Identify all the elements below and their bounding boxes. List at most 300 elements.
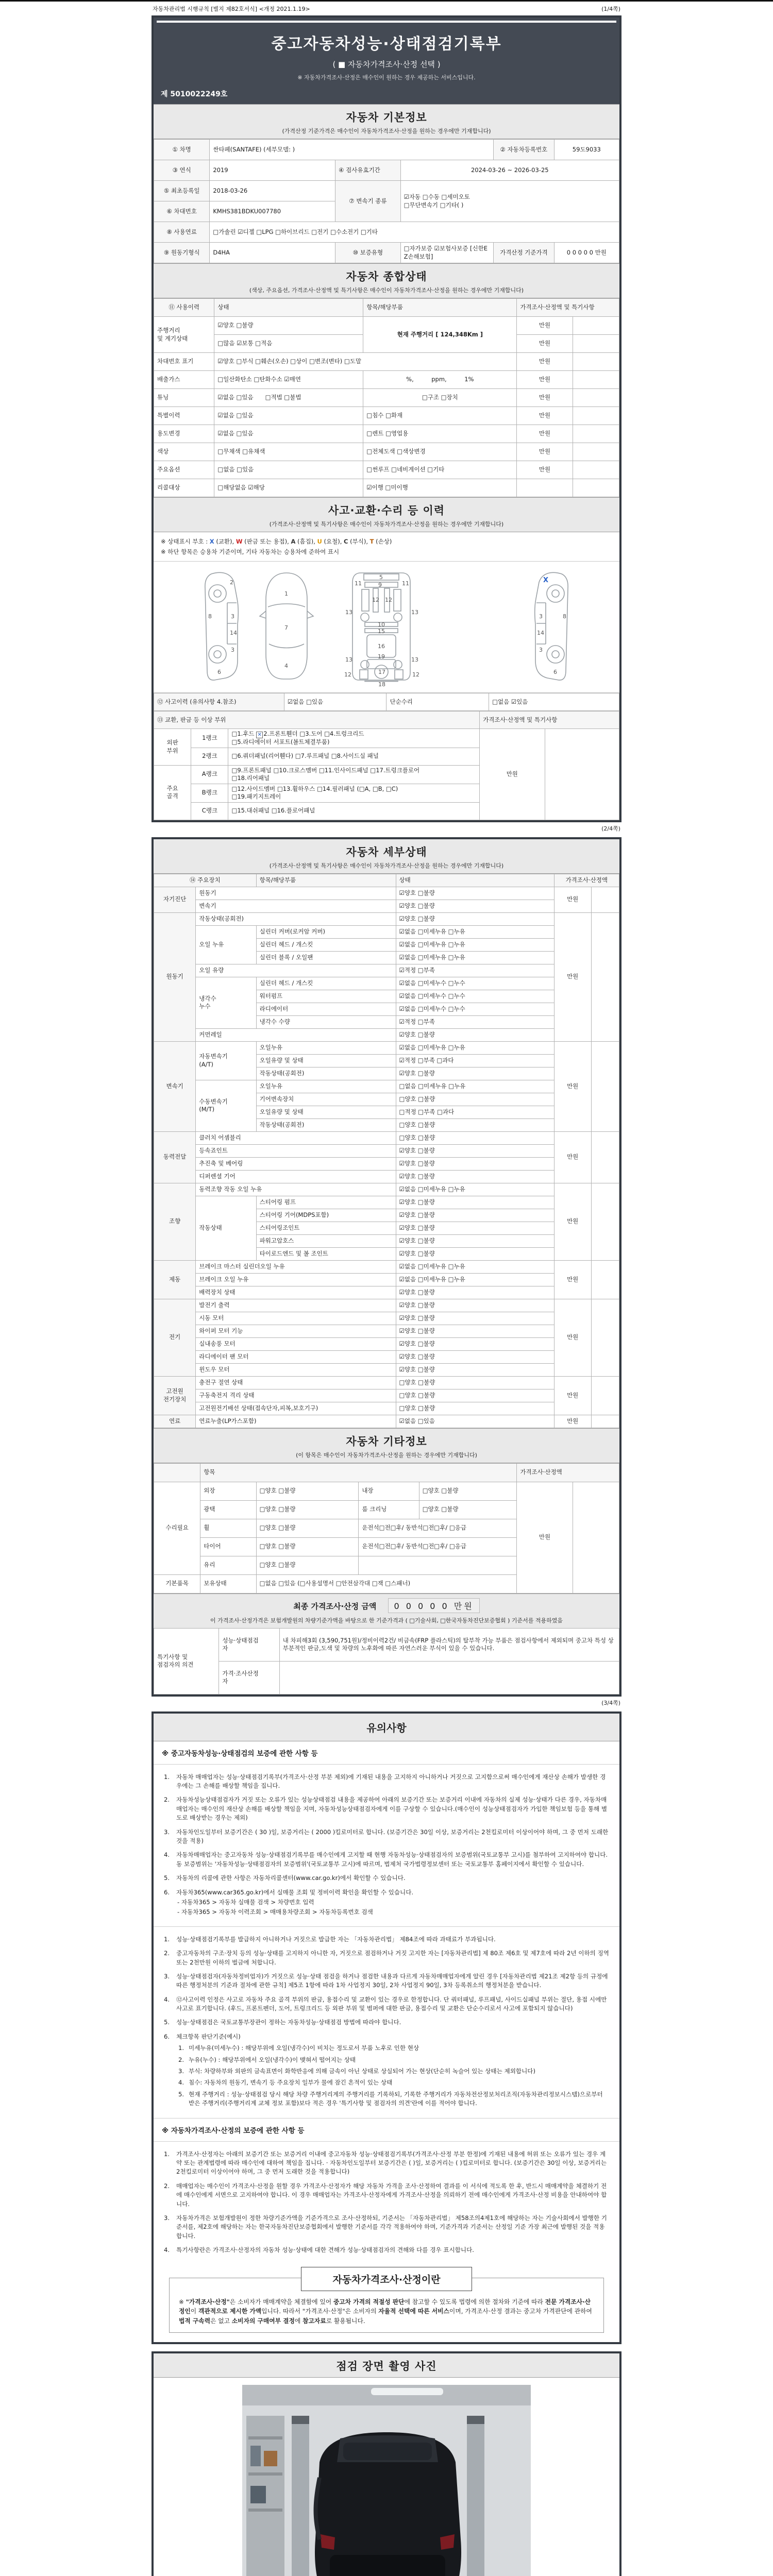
table-row — [154, 964, 619, 977]
cell: 주요 골격 — [154, 765, 191, 820]
checkbox-cell[interactable]: □자가보증 ☑보험사보증 [신한EZ손해보험] — [400, 243, 494, 263]
cell: 만원 — [554, 1041, 591, 1131]
panel-label: 1 — [284, 590, 288, 598]
cell: 오일 유량 — [196, 964, 396, 977]
notice-frame — [152, 1711, 621, 2344]
notice-item: 5. 자동차의 리콜에 관한 사항은 자동차리콜센터(www.car.go.kr)에서 확인할 수 있습니다. — [164, 1874, 406, 1882]
checkbox-cell[interactable]: ☑양호 □불량 — [396, 1350, 554, 1363]
checkbox-cell[interactable]: ☑양호 □불량 — [396, 1299, 554, 1312]
car-diagram — [154, 562, 619, 693]
cell: 브레이크 오일 누유 — [196, 1273, 396, 1286]
cell — [573, 317, 619, 335]
checkbox-cell[interactable]: ☑양호 □불량 — [396, 912, 554, 925]
table-row — [154, 140, 619, 160]
checkbox-cell[interactable]: ☑없음 □미세누유 □누유 — [396, 1273, 554, 1286]
cell: ⑩ 보증유형 — [335, 243, 400, 263]
checkbox-cell[interactable]: ☑자동 □수동 □세미오토 □무단변속기 □기타( ) — [400, 181, 619, 222]
table-row — [154, 874, 619, 887]
inspection-photo-image — [242, 2385, 531, 2576]
cell: 만원 — [517, 389, 573, 407]
table-row — [154, 1183, 619, 1196]
checkbox-cell[interactable]: ☑없음 □미세누유 □누유 — [396, 1041, 554, 1054]
panel-label: 12 — [372, 597, 379, 604]
document-column — [152, 2, 621, 2576]
cell: 변속기 — [154, 1041, 196, 1131]
cell — [573, 371, 619, 389]
cell: 색상 — [154, 443, 214, 461]
cell: 1랭크 — [191, 729, 228, 748]
checkbox-cell[interactable]: □1.후드 ✕ 2.프론트휀더 □3.도어 □4.트렁크리드 □5.라디에이터 서포트(볼트체결부품) — [228, 729, 480, 748]
checkbox-cell[interactable]: □양호 □불량 — [396, 1376, 554, 1389]
cell: 만원 — [554, 1299, 591, 1376]
checkbox-cell[interactable]: □없음 □있음 — [214, 461, 363, 479]
cell — [591, 1041, 619, 1131]
cell — [573, 407, 619, 425]
checkbox-cell[interactable]: ☑없음 □미세누수 □누수 — [396, 977, 554, 990]
table-row — [154, 479, 619, 497]
table-row — [154, 1041, 619, 1054]
checkbox-cell[interactable]: □해당없음 ☑해당 — [214, 479, 363, 497]
checkbox-cell[interactable]: ☑양호 □불량 — [396, 1247, 554, 1260]
checkbox-cell[interactable]: ☑없음 □미세누유 □누유 — [396, 951, 554, 964]
cell: ③ 연식 — [154, 160, 210, 181]
notice-item: 3. 자동차가격은 보험개발원이 정한 차량기준가액을 기준가격으로 조사·산정하되, 기준서는 「자동차관리법」 제58조의4제1호에 해당하는 자는 기술사회에서 발행한 기준서를, 제2호에 해당하는 자는 한국자동차진단보증협회에서 발행한 기준서를 각각 적용하여야 하며, 기준가격과 기준서는 산정일 기준 가장 최근에 발행된 것을 적용합니다. — [164, 2214, 607, 2240]
cell — [279, 1661, 619, 1694]
cell — [573, 461, 619, 479]
cell: 와이퍼 모터 기능 — [196, 1325, 396, 1337]
panel-label: 18 — [378, 681, 385, 688]
notice-item: 3. 자동차인도일부터 보증기간은 ( 30 )일, 보증거리는 ( 2000 )킬로미터로 합니다. (보증기간은 30일 이상, 보증거리는 2천킬로미터 이상이어야 하며, 그 중 먼저 도래한 것을 적용) — [164, 1828, 609, 1845]
legend-part: ※ 상태표시 부호 : — [161, 538, 210, 545]
cell: ④ 검사유효기간 — [335, 160, 400, 181]
cell: 항목/해당부품 — [363, 299, 517, 317]
checkbox-cell[interactable]: ☑양호 □불량 — [396, 1234, 554, 1247]
cell: 커먼레일 — [196, 1028, 396, 1041]
cell — [591, 1299, 619, 1376]
cell: 2019 — [210, 160, 335, 181]
checkbox-cell[interactable]: ☑양호 □불량 — [396, 1157, 554, 1170]
table-row — [154, 1376, 619, 1389]
legend-part: U — [317, 538, 322, 545]
table-row — [154, 425, 619, 443]
checkbox-cell[interactable]: □양호 □불량 — [396, 1118, 554, 1131]
cell: 동력조향 작동 오일 누유 — [196, 1183, 396, 1196]
checkbox-cell[interactable]: □양호 □불량 — [396, 1131, 554, 1144]
cell: 배력장치 상태 — [196, 1286, 396, 1299]
cell: 만원 — [517, 461, 573, 479]
cell: 만원 — [554, 1376, 591, 1415]
cell: 만원 — [517, 317, 573, 335]
table-row — [154, 353, 619, 371]
notice-title: 유의사항 — [154, 1714, 619, 1741]
cell: 라디에이터 — [256, 1003, 396, 1015]
cell: 가격산정 기준가격 — [494, 243, 554, 263]
checkbox-cell[interactable]: □6.쿼더패널(리어휀다) □7.루프패널 □8.사이드실 패널 — [228, 748, 480, 765]
checkbox-cell[interactable]: □양호 □불량 — [256, 1537, 359, 1556]
cell — [545, 729, 619, 820]
cell: 워터펌프 — [256, 990, 396, 1003]
etc-subtitle: (이 항목은 매수인이 자동차가격조사·산정을 원하는 경우에만 기재합니다) — [296, 1451, 477, 1459]
checkbox-cell[interactable]: □15.대쉬패널 □16.플로어패널 — [228, 802, 480, 820]
checkbox-cell[interactable]: ☑양호 □불량 — [396, 1312, 554, 1325]
panel-label: 13 — [411, 656, 418, 664]
checkbox-cell[interactable]: ☑없음 □미세누유 □누유 — [396, 925, 554, 938]
panel-label: 12 — [385, 597, 392, 604]
cell: 싼타페(SANTAFE) (세부모델: ) — [210, 140, 494, 160]
cell: 성능·상태점검 자 — [219, 1628, 279, 1661]
cell: 오일누유 — [256, 1041, 396, 1054]
cell: 주요옵션 — [154, 461, 214, 479]
checkbox-cell[interactable]: □양호 □불량 — [256, 1500, 359, 1519]
detail-title: 자동차 세부상태 — [346, 845, 427, 858]
cell: 파워고압호스 — [256, 1234, 396, 1247]
cell: 상태 — [396, 874, 554, 887]
notice-list-3 — [154, 2142, 619, 2262]
cell: 스티어링 펌프 — [256, 1196, 396, 1209]
table-row — [154, 1415, 619, 1428]
notice-item: 2. 자동차성능상태점검자가 거짓 또는 오류가 있는 성능상태점검 내용을 제공하여 아래의 보증기간 또는 보증거리 이내에 자동차의 실제 성능·상태가 다른 경우, 자동차매매업자는 매수인의 재산상 손해를 배상할 책임을 지며, 자동차성능상태점검자에게 이를 구상할 수 있습니다.(매수인이 성능상태점검자가 가입한 책임보험 등을 통해 별도로 배상받는 경우는 제외) — [164, 1796, 608, 1822]
checkbox-cell[interactable]: □렌트 □영업용 — [363, 425, 517, 443]
checkbox-cell[interactable]: ☑양호 □불량 — [396, 1196, 554, 1209]
cell: 외판 부위 — [154, 729, 191, 766]
notice-item: 1. 성능·상태점검기록부를 발급하지 아니하거나 거짓으로 발급한 자는 「자동차관리법」 제84조에 따라 과태료가 부과됩니다. — [164, 1935, 496, 1943]
price-definition-box — [169, 2274, 604, 2333]
photo-title: 점검 장면 촬영 사진 — [336, 2360, 437, 2373]
cell: 오일 누유 — [196, 925, 256, 964]
panel-label: 12 — [344, 671, 351, 679]
cell: 내장 — [359, 1482, 419, 1500]
checkbox-cell[interactable]: ☑없음 □있음 — [214, 407, 363, 425]
cell — [154, 1463, 200, 1482]
checkbox-cell[interactable]: ☑없음 □미세누수 □누수 — [396, 990, 554, 1003]
legend-part: (요철), — [322, 538, 344, 545]
opinion-table — [154, 1628, 619, 1694]
checkbox-cell[interactable]: ☑없음 □미세누유 □누유 — [396, 1260, 554, 1273]
cell: 고전원전기배선 상태(접속단자,피복,보호기구) — [196, 1402, 396, 1415]
panel-label: 3 — [539, 613, 543, 620]
panel-label: 14 — [537, 630, 544, 637]
cell: 브레이크 마스터 실린더오일 누유 — [196, 1260, 396, 1273]
checkbox-cell[interactable]: □가솔린 ☑디젤 □LPG □하이브리드 □전기 □수소전기 □기타 — [210, 222, 619, 243]
cell: 클러치 어셈블리 — [196, 1131, 396, 1144]
cell: 가격조사·산정액 및 특기사항 — [517, 299, 619, 317]
photo-frame — [152, 2351, 621, 2576]
notice-item: 4. 특기사항란은 가격조사·산정자의 자동차 성능·상태에 대한 견해가 성능·상태점검자의 견해와 다를 경우 표시합니다. — [164, 2246, 474, 2254]
accident-history-table — [154, 693, 619, 711]
cell: 타이어 — [200, 1537, 256, 1556]
table-row — [154, 181, 619, 201]
checkbox-cell[interactable]: □없음 ☑있음 — [489, 693, 619, 711]
table-row — [154, 407, 619, 425]
cell: 수리필요 — [154, 1482, 200, 1574]
legend-part: (부식), — [348, 538, 370, 545]
checkbox-cell[interactable]: ☑없음 □미세누수 □누수 — [396, 1003, 554, 1015]
panel-label: 11 — [355, 580, 362, 587]
checkbox-cell[interactable]: ☑이행 □미이행 — [363, 479, 517, 497]
checkbox-cell[interactable]: ☑없음 □미세누유 □누유 — [396, 938, 554, 951]
checkbox-cell[interactable]: ☑양호 □불량 — [396, 1170, 554, 1183]
checkbox-cell[interactable]: ☑양호 □불량 — [214, 317, 363, 335]
etc-table — [154, 1463, 619, 1594]
table-row — [154, 1157, 619, 1170]
cell: 룸 크리닝 — [359, 1500, 419, 1519]
panel-label: 6 — [553, 669, 557, 676]
cell: 작동상태(공회전) — [196, 912, 396, 925]
checkbox-cell[interactable]: ☑양호 □불량 — [396, 1144, 554, 1157]
cell — [591, 1260, 619, 1299]
table-row — [154, 711, 619, 729]
cell: 만원 — [517, 407, 573, 425]
cell: 가격조사·산정액 — [554, 874, 619, 887]
table-row — [154, 1028, 619, 1041]
table-row — [154, 1363, 619, 1376]
checkbox-cell[interactable]: ☑적정 □부족 □과다 — [396, 1054, 554, 1067]
cell: 가격조사·산정액 및 특기사항 — [480, 711, 619, 729]
table-row — [154, 1350, 619, 1363]
cell: 제동 — [154, 1260, 196, 1299]
checkbox-cell[interactable]: ☑없음 □미세누유 □누유 — [396, 1183, 554, 1196]
etc-band — [154, 1428, 619, 1463]
table-row — [154, 443, 619, 461]
table-row — [154, 1144, 619, 1157]
cell: 용도변경 — [154, 425, 214, 443]
cell: 실린더 커버(로커암 커버) — [256, 925, 396, 938]
cell: 변속기 — [196, 900, 396, 912]
table-row — [154, 299, 619, 317]
cell: 전기 — [154, 1299, 196, 1376]
panel-label: 2 — [230, 579, 233, 586]
form-meta — [152, 2, 621, 15]
cell: 특기사항 및 점검자의 의견 — [154, 1628, 219, 1694]
panel-label: 16 — [378, 643, 385, 650]
checkbox-cell[interactable]: □양호 □불량 — [419, 1500, 517, 1519]
cell: 조향 — [154, 1183, 196, 1260]
cell: 원동기 — [154, 912, 196, 1041]
legend-codes — [161, 537, 612, 547]
notice-item: 2. 중고자동차의 구조·장치 등의 성능·상태를 고지하지 아니한 자, 거짓으로 점검하거나 거짓 고지한 자는 [자동차관리법] 제 80조 제6호 및 제7호에 따라 2년 이하의 징역 또는 2천만원 이하의 벌금에 처합니다. — [164, 1950, 609, 1966]
checkbox-cell[interactable]: □양호 □불량 — [396, 1093, 554, 1106]
checkbox-cell[interactable]: □양호 □불량 — [419, 1482, 517, 1500]
checkbox-cell[interactable]: □많음 ☑보통 □적음 — [214, 335, 363, 353]
checkbox-cell[interactable]: □양호 □불량 — [396, 1389, 554, 1402]
detail-table — [154, 874, 619, 1428]
checkbox-cell[interactable]: ☑없음 □있음 — [396, 1415, 554, 1428]
checkbox-cell[interactable]: ☑양호 □불량 — [396, 1222, 554, 1234]
document-header — [154, 18, 619, 104]
cell: A랭크 — [191, 765, 228, 784]
cell: 만원 — [554, 887, 591, 912]
cell: 튜닝 — [154, 389, 214, 407]
checkbox-cell[interactable]: ☑양호 □불량 — [396, 1067, 554, 1080]
panel-label: 3 — [231, 647, 234, 654]
cell — [591, 912, 619, 1041]
checkbox-cell[interactable]: □전체도색 □색상변경 — [363, 443, 517, 461]
cell: 실린더 헤드 / 개스킷 — [256, 977, 396, 990]
checkbox-cell[interactable]: □양호 □불량 — [396, 1402, 554, 1415]
legend-part: A — [291, 538, 296, 545]
table-row — [154, 1312, 619, 1325]
checkbox-cell[interactable]: □없음 □미세누유 □누유 — [396, 1080, 554, 1093]
checkbox-cell[interactable]: ☑양호 □불량 — [396, 887, 554, 900]
legend-part: W — [236, 538, 243, 545]
table-row — [154, 900, 619, 912]
cell: 항목 — [200, 1463, 517, 1482]
checkbox-cell[interactable]: □12.사이드멤버 □13.휠하우스 □14.필러패널 (□A, □B, □C) □19.패키지트레이 — [228, 784, 480, 802]
cell: 만원 — [554, 1131, 591, 1183]
cell: 만원 — [517, 1482, 573, 1593]
checkbox-cell[interactable]: □적정 □부족 □과다 — [396, 1106, 554, 1118]
table-row — [154, 1337, 619, 1350]
table-row — [154, 160, 619, 181]
table-row — [154, 389, 619, 407]
etc-title: 자동차 기타정보 — [346, 1435, 427, 1448]
cell: 스티어링조인트 — [256, 1222, 396, 1234]
cell: 라디에이터 팬 모터 — [196, 1350, 396, 1363]
checkbox-cell[interactable]: □양호 □불량 — [256, 1482, 359, 1500]
checkbox-cell[interactable]: ☑없음 □있음 — [214, 425, 363, 443]
cell: 기어변속장치 — [256, 1093, 396, 1106]
accident-title: 사고·교환·수리 등 이력 — [328, 504, 445, 517]
cell: 가격조사·산정액 — [517, 1463, 619, 1482]
panel-label: 12 — [412, 671, 419, 679]
panel-label: 14 — [230, 630, 237, 637]
cell: ② 자동차등록번호 — [494, 140, 554, 160]
cell: 특별이력 — [154, 407, 214, 425]
table-row — [154, 371, 619, 389]
checkbox-cell[interactable]: ☑양호 □불량 — [396, 1286, 554, 1299]
cell — [591, 887, 619, 912]
table-row — [154, 1402, 619, 1415]
cell: 오일유량 및 상태 — [256, 1106, 396, 1118]
cell — [573, 335, 619, 353]
checkbox-cell[interactable]: ☑양호 □불량 — [396, 1028, 554, 1041]
panel-label: 13 — [345, 609, 352, 616]
cell — [359, 1556, 517, 1574]
cell: 작동상태(공회전) — [256, 1118, 396, 1131]
checkbox-cell[interactable]: □무채색 □유채색 — [214, 443, 363, 461]
checkbox-cell[interactable]: □9.프론트패널 □10.크로스멤버 □11.인사이드패널 □17.트렁크플로어 □18.리어패널 — [228, 765, 480, 784]
cell: 냉각수 수량 — [256, 1015, 396, 1028]
panel-label: 17 — [378, 669, 385, 676]
overall-band — [154, 263, 619, 298]
cell: ⑬ 교환, 판금 등 이상 부위 — [154, 711, 480, 729]
checkbox-cell[interactable]: ☑적정 □부족 — [396, 964, 554, 977]
cell: 디퍼렌셜 기어 — [196, 1170, 396, 1183]
legend-part: X — [209, 538, 214, 545]
cell: 고전원 전기장치 — [154, 1376, 196, 1415]
panel-label: 8 — [208, 613, 212, 620]
final-price-label: 최종 가격조사·산정 금액 — [293, 1601, 377, 1611]
table-row — [154, 693, 619, 711]
cell: 보유상태 — [200, 1574, 256, 1593]
cell: 기본품목 — [154, 1574, 200, 1593]
page2-frame — [152, 837, 621, 1697]
checkbox-cell[interactable]: □없음 □있음 (□사용설명서 □안전삼각대 □잭 □스패너) — [256, 1574, 517, 1593]
checkbox-cell[interactable]: ☑양호 □불량 — [396, 1363, 554, 1376]
final-price-row — [154, 1594, 619, 1628]
notice-item: 3. 성능·상태점검자(자동차정비업자)가 거짓으로 성능·상태 점검을 하거나 점검한 내용과 다르게 자동차매매업자에게 알린 경우 [자동차관리법 제21조 제2항 등의 규정에 따른 행정처분의 기준과 절차에 관한 규칙] 제5조 1항에 따라 1차 사업정지 30일, 2차 사업정지 90일, 3차 등록취소의 행정처분을 받습니다. — [164, 1972, 608, 1989]
cell: 윈도우 모터 — [196, 1363, 396, 1376]
checkbox-cell[interactable]: □양호 □불량 — [256, 1556, 359, 1574]
cell: 연료 — [154, 1415, 196, 1428]
cell: 실린더 헤드 / 개스킷 — [256, 938, 396, 951]
checkbox-cell[interactable]: ☑없음 □있음 □적법 □불법 — [214, 389, 363, 407]
panel-label: 3 — [539, 647, 543, 654]
document-note: ※ 자동차가격조사·산정은 매수인이 원하는 경우 제공하는 서비스입니다. — [297, 74, 476, 81]
panel-label: 5 — [379, 574, 383, 581]
cell — [573, 479, 619, 497]
notice-item: 6. 체크항목 판단기준(예시) 1. 미세누유(미세누수) : 해당부위에 오일(냉각수)이 비치는 정도로서 부품 노후로 인한 현상 2. 누유(누수) : 해당부위에서 오일(냉각수)이 맺혀서 떨어지는 상태 3. 부식: 차량하부와 외판의 금속표면이 화학반응에 의해 금속이 아닌 상태로 상실되어 가는 현상(단순히 녹슬어 있는 상태는 제외합니다) 4. 침수: 자동차의 원동기, 변속기 등 주요장치 일부가 물에 잠긴 흔적이 있는 상태 5. 현재 주행거리 : 성능·상태점검 당시 해당 차량 주행거리계의 주행거리를 기록하되, 기록한 주행거리가 자동차전산정보처리조직(자동차관리정보시스템)으로부터 받은 주행거리(주행거리계 교체 정보 포함)보다 적은 경우 '특기사항 및 점검자의 의견'란에 이를 적어야 합니다. — [164, 2032, 603, 2107]
cell — [573, 425, 619, 443]
checkbox-cell[interactable]: ☑적정 □부족 — [396, 1015, 554, 1028]
cell: 오일유량 및 상태 — [256, 1054, 396, 1067]
checkbox-cell[interactable]: ☑양호 □불량 — [396, 1209, 554, 1222]
cell: 0 0 0 0 0 만원 — [554, 243, 619, 263]
panel-label: 3 — [231, 613, 234, 620]
panel-label: 9 — [378, 582, 382, 589]
price-definition-title: 자동차가격조사·산정이란 — [301, 2267, 472, 2291]
table-row — [154, 243, 619, 263]
cell: 자기진단 — [154, 887, 196, 912]
checkbox-cell[interactable]: ☑양호 □불량 — [396, 900, 554, 912]
checkbox-cell[interactable]: 운전석□전□후/ 동반석□전□후/ □응급 — [359, 1519, 517, 1537]
checkbox-cell[interactable]: □썬루프 □네비게이션 □기타 — [363, 461, 517, 479]
cell: ⑫ 사고이력 (유의사항 4.참조) — [154, 693, 284, 711]
notice-subheader-2: ※ 자동차가격조사·산정의 보증에 관한 사항 등 — [154, 2118, 619, 2142]
cell: 추진축 및 베어링 — [196, 1157, 396, 1170]
cell: 2024-03-26 ~ 2026-03-25 — [400, 160, 619, 181]
cell: 휠 — [200, 1519, 256, 1537]
overall-title: 자동차 종합상태 — [346, 270, 427, 283]
inspection-photo — [154, 2378, 619, 2576]
cell — [591, 1376, 619, 1415]
header-divider — [157, 21, 616, 23]
cell: 만원 — [554, 912, 591, 1041]
notice-item: 1. 자동차 매매업자는 성능·상태점검기록부(가격조사·산정 부분 제외)에 기재된 내용을 고지하지 아니하거나 거짓으로 고지함으로써 매수인에게 재산상 손해가 발생한 경우에는 그 손해를 배상할 책임을 집니다. — [164, 1773, 606, 1790]
price-definition-body: ※ "가격조사·산정"은 소비자가 매매계약을 체결함에 있어 중고차 가격의 적절성 판단에 참고할 수 있도록 법령에 의한 절차와 기준에 따라 전문 가격조사·산정인이 객관적으로 제시한 가액입니다. 따라서 "가격조사·산정"은 소비자의 자율적 선택에 따른 서비스이며, 가격조사·산정 결과는 중고차 가격판단에 관하여 법적 구속력은 없고 소비자의 구매여부 결정에 참고자료로 활용됩니다. — [179, 2298, 592, 2325]
checkbox-cell[interactable]: ☑없음 □있음 — [284, 693, 386, 711]
table-row — [154, 1463, 619, 1482]
checkbox-cell[interactable]: □구조 □장치 — [363, 389, 517, 407]
table-row — [154, 887, 619, 900]
cell: 냉각수 누수 — [196, 977, 256, 1028]
cell: 2018-03-26 — [210, 181, 335, 201]
cell: 작동상태 — [196, 1196, 256, 1260]
cell: 외장 — [200, 1482, 256, 1500]
checkbox-cell[interactable]: ☑양호 □부식 □훼손(오손) □상이 □변조(변타) □도말 — [214, 353, 517, 371]
table-row — [154, 1482, 619, 1500]
cell: KMHS381BDKU007780 — [210, 201, 335, 222]
checkbox-cell[interactable]: □양호 □불량 — [256, 1519, 359, 1537]
notice-item: 6. 자동차365(www.car365.go.kr)에서 실매물 조회 및 정비이력 확인을 확인할 수 있습니다. - 자동차365 > 자동차 실매물 검색 > 차량번호 입력 - 자동차365 > 자동차 이력조회 > 매매용차량조회 > 자동차등록번호 검색 — [164, 1888, 414, 1916]
cell — [573, 1482, 619, 1593]
checkbox-cell[interactable]: □침수 □화재 — [363, 407, 517, 425]
cell: 리콜대상 — [154, 479, 214, 497]
cell: 배출가스 — [154, 371, 214, 389]
checkbox-cell[interactable]: ☑양호 □불량 — [396, 1337, 554, 1350]
checkbox-cell[interactable]: 운전석□전□후/ 동반석□전□후/ □응급 — [359, 1537, 517, 1556]
final-price-value: 0 0 0 0 0 만원 — [388, 1598, 479, 1613]
panel-rank-table — [154, 711, 619, 820]
panel-label: 15 — [378, 628, 385, 635]
cell: %, ppm, 1% — [363, 371, 517, 389]
cell: ⑨ 원동기형식 — [154, 243, 210, 263]
checkbox-cell[interactable]: □일산화탄소 □탄화수소 ☑매연 — [214, 371, 363, 389]
cell: 충전구 절연 상태 — [196, 1376, 396, 1389]
page-number-2: (2/4쪽) — [601, 825, 620, 832]
cell — [591, 1131, 619, 1183]
checkbox-cell[interactable]: ☑양호 □불량 — [396, 1325, 554, 1337]
